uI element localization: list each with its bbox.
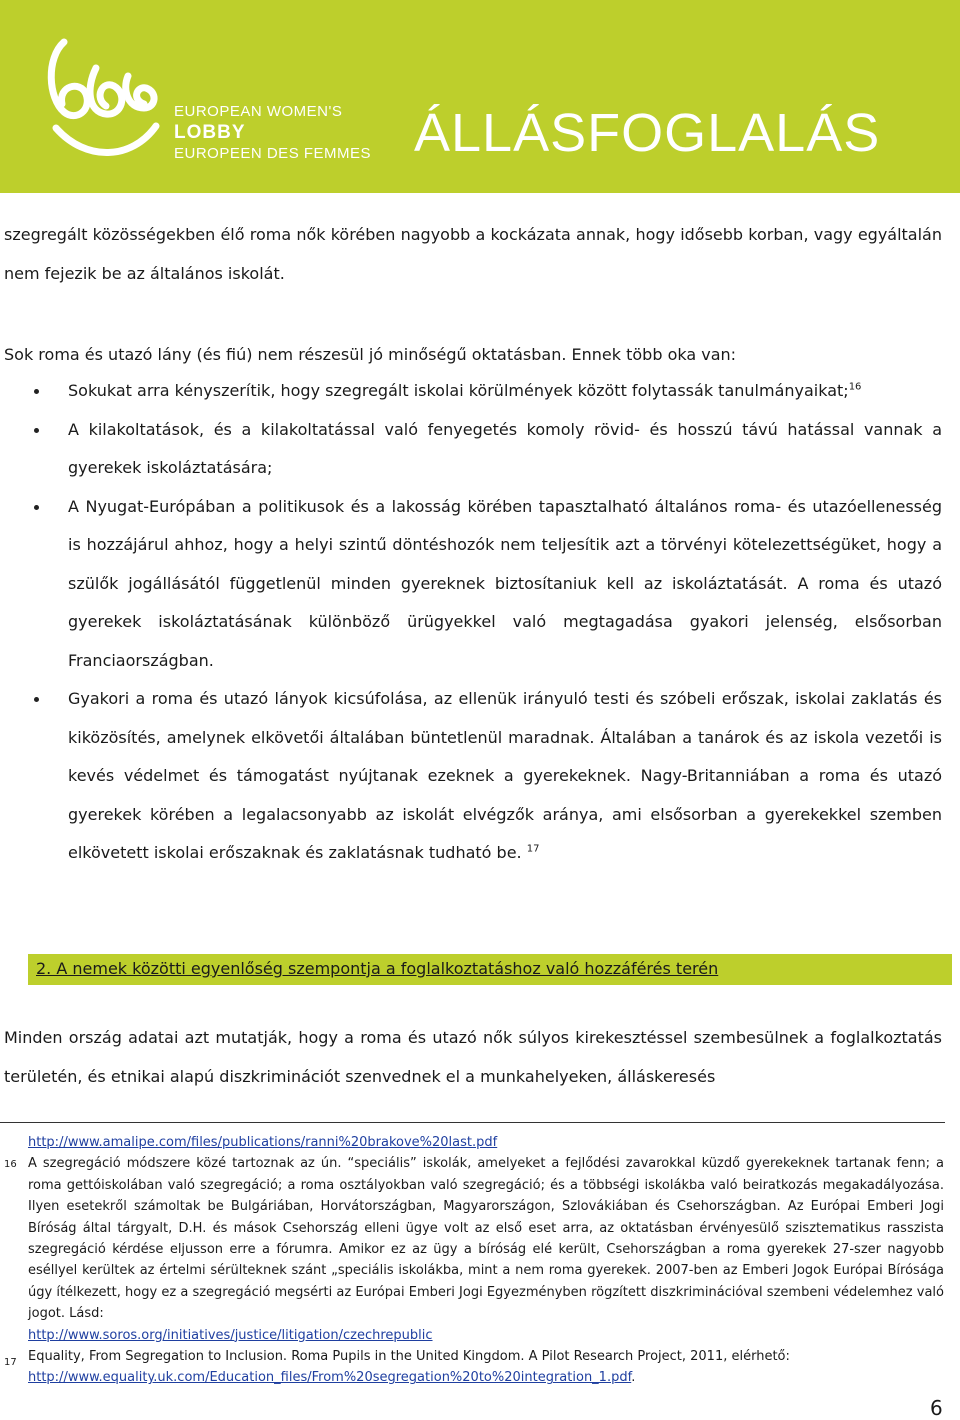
bullet-icon: [34, 428, 39, 433]
reasons-intro-paragraph: Sok roma és utazó lány (és fiú) nem részesül jó minőségű oktatásban. Ennek több oka van:: [4, 345, 737, 364]
section-heading-bar: [28, 954, 952, 985]
bullet-icon: [34, 389, 39, 394]
footnote-link[interactable]: http://www.equality.uk.com/Education_files/From%20segregation%20to%20integration_1.pdf: [28, 1370, 632, 1386]
bullet-icon: [34, 697, 39, 702]
footnotes: [4, 1132, 944, 1389]
footnote-text: Equality, From Segregation to Inclusion. Roma Pupils in the United Kingdom. A Pilot Research Project, 2011, elérhető:: [28, 1349, 790, 1365]
footnote-link[interactable]: http://www.soros.org/initiatives/justice/litigation/czechrepublic: [28, 1327, 433, 1343]
list-item-text: A kilakoltatások, és a kilakoltatással való fenyegetés komoly rövid- és hosszú távú hatással vannak a gyerekek iskoláztatására;: [68, 419, 942, 477]
org-line2: LOBBY: [174, 122, 246, 143]
list-item: [0, 680, 942, 873]
org-line3: EUROPEEN DES FEMMES: [174, 145, 372, 162]
list-item: [0, 411, 942, 488]
footnote-number: 16: [4, 1159, 17, 1170]
bullet-icon: [34, 505, 39, 510]
footnote-ref: 17: [526, 843, 540, 855]
reasons-list: [0, 372, 942, 873]
page-number: 6: [930, 1396, 943, 1420]
section-heading: 2. A nemek közötti egyenlőség szempontja a foglalkoztatáshoz való hozzáférés terén: [36, 959, 719, 978]
header-banner: [0, 0, 960, 193]
footnote-17: [28, 1346, 944, 1389]
list-item-text: A Nyugat-Európában a politikusok és a lakosság körében tapasztalható általános roma- és utazóellenesség is hozzájárul ahhoz, hogy a helyi szintű döntéshozók nem teljesítik azt a törvényi kötelezettségüket, hogy a szülők jogállásától függetlenül minden gyereknek biztosítaniuk kell az iskoláztatását. A roma és utazó gyerekek iskoláztatásának különböző ürügyekkel való megtagadása gyakori jelenség, elsősorban Franciaországban.: [68, 496, 942, 670]
intro-paragraph: szegregált közösségekben élő roma nők körében nagyobb a kockázata annak, hogy idősebb korban, vagy egyáltalán nem fejezik be az általános iskolát.: [4, 225, 942, 283]
list-item-text: Sokukat arra kényszerítik, hogy szegregált iskolai körülmények között folytassák tanulmányaikat;: [68, 381, 849, 400]
footnote-16: [28, 1132, 944, 1346]
footnote-link[interactable]: http://www.amalipe.com/files/publications/ranni%20brakove%20last.pdf: [28, 1135, 498, 1150]
org-line1: EUROPEAN WOMEN'S: [174, 103, 343, 120]
list-item-text: Gyakori a roma és utazó lányok kicsúfolása, az ellenük irányuló testi és szóbeli erőszak, iskolai zaklatás és kiközösítés, amelynek elkövetői általában büntetlenül maradnak. Általában a tanárok és az iskola vezetői is kevés védelmet és támogatást nyújtanak ezeknek a gyerekeknek. Nagy-Britanniában a roma és utazó gyerekek körében a legalacsonyabb az iskolát elvégzők aránya, ami elsősorban a gyerekekkel szemben elkövetett iskolai erőszaknak és zaklatásnak tudható be.: [68, 689, 942, 862]
footnote-text: A szegregáció módszere közé tartoznak az ún. “speciális” iskolák, amelyeket a fejlődési zavarokkal küzdő gyerekeknek tartanak fenn; a roma gettóiskolában való szegregáció; a roma osztályokban való szegregáció; és a többségi iskolákba való beiratkozás megakadályozása. Ilyen esetekről számoltak be Bulgáriában, Horvátországban, Magyarországon, Szlovákiában és Csehországban. Az Európai Emberi Jogi Bíróság által tárgyalt, D.H. és mások Csehország elleni ügye volt az első eset arra, az oktatásban érvényesülő szisztematikus rasszista szegregáció kérdése eljusson erre a fórumra. Amikor ez az ügy a bíróság elé került, Csehországban a roma gyerekek 27-szer nagyobb eséllyel kerültek az értelmi sérülteknek szánt „speciális iskolákba, mint a nem roma gyerekek. 2007-ben az Emberi Jogok Európai Bírósága úgy ítélkezett, hogy ez a szegregáció megsérti az Európai Emberi Jogi Egyezményben rögzített diszkriminációval szembeni védelemhez való jogot. Lásd:: [28, 1156, 944, 1322]
ewl-logo-icon: [36, 28, 166, 170]
employment-paragraph: Minden ország adatai azt mutatják, hogy a roma és utazó nők súlyos kirekesztéssel szembesülnek a foglalkoztatás területén, és etnikai alapú diszkriminációt szenvednek el a munkahelyeken, álláskeresés: [4, 1028, 942, 1086]
footnote-end: .: [631, 1370, 636, 1386]
footnote-divider: [0, 1122, 945, 1123]
list-item: [0, 372, 942, 411]
page-title: ÁLLÁSFOGLALÁS: [414, 103, 881, 163]
list-item: [0, 488, 942, 681]
footnote-number: 17: [4, 1357, 17, 1368]
org-name: [174, 104, 371, 161]
footnote-ref: 16: [848, 381, 862, 393]
